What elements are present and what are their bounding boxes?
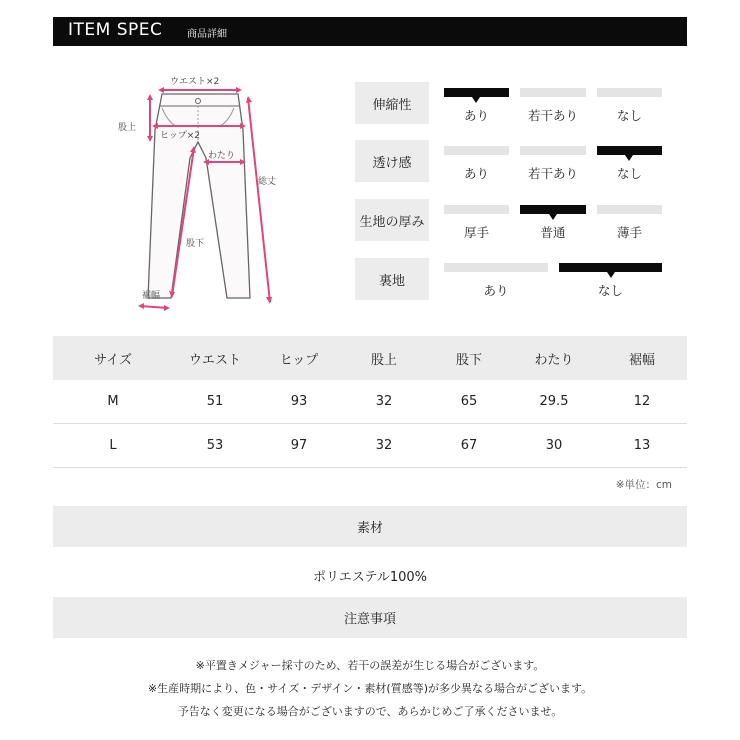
spec-option: あり xyxy=(463,108,489,123)
spec-option: あり xyxy=(483,283,509,298)
caution-note: ※平置きメジャー採寸のため、若干の誤差が生じる場合がございます。 xyxy=(195,659,545,672)
header-cell: 股下 xyxy=(455,352,482,368)
spec-bar-sheer-2 xyxy=(520,146,586,155)
label-thigh: わたり xyxy=(208,151,236,161)
material-value: ポリエステル100% xyxy=(313,570,427,585)
table-cell: 97 xyxy=(290,438,308,453)
caution-note: ※生産時期により、色・サイズ・デザイン・素材(質感等)が多少異なる場合がございます。 xyxy=(147,682,593,695)
spec-option: 普通 xyxy=(540,225,566,240)
length-arrow-top xyxy=(246,96,252,103)
table-cell: 65 xyxy=(460,394,478,409)
spec-bar-thick-3 xyxy=(597,205,662,214)
spec-marker-thickness xyxy=(549,214,557,220)
table-row xyxy=(53,380,687,424)
spec-bar-stretch-1 xyxy=(444,88,509,97)
hem-arrow-left xyxy=(138,303,144,309)
table-cell: M xyxy=(107,394,119,409)
spec-bar-sheer-1 xyxy=(444,146,509,155)
header-cell: 裾幅 xyxy=(628,352,655,368)
rise-arrow-top xyxy=(147,94,153,100)
table-cell: 32 xyxy=(375,394,393,409)
table-cell: 13 xyxy=(633,438,651,453)
pants-outline xyxy=(148,94,250,298)
header-subtitle: 商品詳細 xyxy=(187,29,227,40)
header-cell: 股上 xyxy=(370,352,397,368)
header-cell: ヒップ xyxy=(279,352,319,368)
spec-label-thickness: 生地の厚み xyxy=(355,199,429,241)
rise-arrow-bottom xyxy=(147,136,153,142)
label-inseam: 股下 xyxy=(186,239,205,249)
spec-marker-sheerness xyxy=(625,155,633,161)
spec-bar-stretch-3 xyxy=(597,88,662,97)
header-cell: わたり xyxy=(534,352,574,368)
spec-option: 若干あり xyxy=(527,166,578,181)
spec-marker-stretch xyxy=(472,97,480,103)
caution-heading: 注意事項 xyxy=(53,597,687,638)
header-cell: サイズ xyxy=(94,352,132,368)
spec-label-stretch: 伸縮性 xyxy=(355,82,429,124)
spec-option: 厚手 xyxy=(463,225,489,240)
spec-marker-lining xyxy=(607,272,615,278)
spec-bar-lining-2 xyxy=(559,263,662,272)
waist-arrow-right xyxy=(236,87,242,93)
spec-label-lining: 裏地 xyxy=(355,258,429,300)
header-cell: ウエスト xyxy=(188,352,241,368)
table-cell: L xyxy=(109,438,117,453)
spec-option: なし xyxy=(616,108,642,123)
spec-option: なし xyxy=(597,283,623,298)
spec-bar-sheer-3 xyxy=(597,146,662,155)
hem-arrow-right xyxy=(164,305,170,311)
spec-option: 若干あり xyxy=(527,108,578,123)
size-table xyxy=(53,336,687,468)
spec-bar-thick-2 xyxy=(520,205,586,214)
table-cell: 51 xyxy=(206,394,224,409)
spec-option: なし xyxy=(616,166,642,181)
table-row xyxy=(53,424,687,468)
unit-note: ※単位：cm xyxy=(615,479,672,491)
length-measure xyxy=(248,98,270,302)
spec-bar-thick-1 xyxy=(444,205,509,214)
label-length: 総丈 xyxy=(258,177,277,187)
table-cell: 12 xyxy=(633,394,651,409)
material-heading: 素材 xyxy=(53,506,687,547)
spec-option: 薄手 xyxy=(616,225,642,240)
label-hip: ヒップ×2 xyxy=(160,131,200,141)
length-arrow-bottom xyxy=(266,297,272,304)
table-cell: 53 xyxy=(206,438,224,453)
header-title: ITEM SPEC xyxy=(68,20,163,40)
label-waist: ウエスト×2 xyxy=(170,77,220,87)
spec-option: あり xyxy=(463,166,489,181)
size-table-header xyxy=(53,336,687,380)
header-bar xyxy=(53,17,687,46)
label-rise: 股上 xyxy=(118,123,137,133)
table-cell: 30 xyxy=(545,438,563,453)
caution-note: 予告なく変更になる場合がございますので、あらかじめご了承くださいませ。 xyxy=(177,705,563,718)
waist-arrow-left xyxy=(158,87,164,93)
spec-label-sheerness: 透け感 xyxy=(355,140,429,182)
pants-illustration xyxy=(110,70,330,320)
table-cell: 29.5 xyxy=(539,394,569,409)
pants-diagram xyxy=(110,70,330,320)
hem-measure xyxy=(140,306,168,308)
table-cell: 93 xyxy=(290,394,308,409)
label-hem: 裾幅 xyxy=(142,291,161,301)
table-cell: 67 xyxy=(460,438,478,453)
spec-bar-stretch-2 xyxy=(520,88,586,97)
spec-bar-lining-1 xyxy=(444,263,548,272)
table-cell: 32 xyxy=(375,438,393,453)
